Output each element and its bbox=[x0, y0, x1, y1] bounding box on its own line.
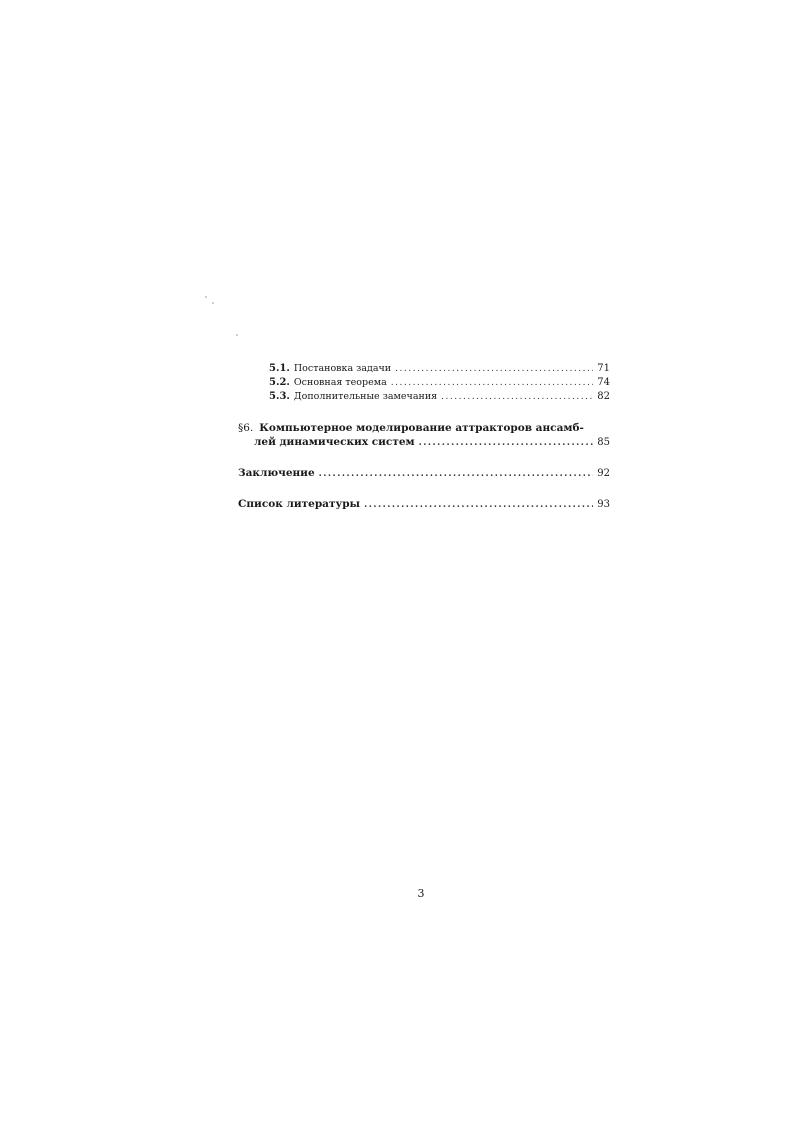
toc-section-symbol: §6. bbox=[238, 422, 254, 434]
toc-section-title-line2 bbox=[238, 435, 610, 450]
toc-entry-title: Основная теорема bbox=[293, 377, 387, 388]
toc-entry-references[interactable] bbox=[238, 497, 610, 512]
toc-entry-title: Список литературы bbox=[238, 498, 361, 510]
toc-leader-dots bbox=[419, 436, 594, 450]
toc-leader-dots bbox=[395, 363, 593, 376]
toc-entry-title: Заключение bbox=[238, 467, 315, 479]
toc-entry-conclusion[interactable] bbox=[238, 466, 610, 481]
toc-entry-number: 5.2. bbox=[269, 377, 290, 388]
toc-leader-dots bbox=[441, 391, 593, 404]
toc-entry-section-6[interactable] bbox=[238, 421, 610, 450]
toc-entry-number: 5.1. bbox=[269, 363, 290, 374]
toc-entry-title: Постановка задачи bbox=[293, 363, 392, 374]
scan-speck bbox=[205, 296, 207, 298]
toc-entry-title: Дополнительные замечания bbox=[293, 391, 438, 402]
table-of-contents bbox=[238, 362, 610, 512]
toc-entry-page: 92 bbox=[597, 468, 610, 479]
page-number: 3 bbox=[417, 887, 425, 900]
toc-leader-dots bbox=[319, 467, 594, 481]
toc-entry-page: 93 bbox=[597, 499, 610, 510]
toc-leader-dots bbox=[364, 498, 593, 512]
scan-speck bbox=[212, 302, 214, 304]
toc-section-title-line1 bbox=[238, 421, 610, 435]
toc-entry-page: 85 bbox=[597, 437, 610, 448]
toc-section-title: Компьютерное моделирование аттракторов ансамб- bbox=[259, 422, 584, 434]
toc-entry-page: 82 bbox=[597, 391, 610, 402]
toc-entry-5-1[interactable] bbox=[238, 362, 610, 376]
toc-entry-page: 74 bbox=[597, 377, 610, 388]
toc-leader-dots bbox=[391, 377, 594, 390]
toc-entry-page: 71 bbox=[597, 363, 610, 374]
toc-entry-5-2[interactable] bbox=[238, 376, 610, 390]
toc-section-title-continued: лей динамических систем bbox=[254, 436, 415, 448]
toc-entry-number: 5.3. bbox=[269, 391, 290, 402]
toc-entry-5-3[interactable] bbox=[238, 390, 610, 404]
scan-speck bbox=[236, 334, 238, 336]
